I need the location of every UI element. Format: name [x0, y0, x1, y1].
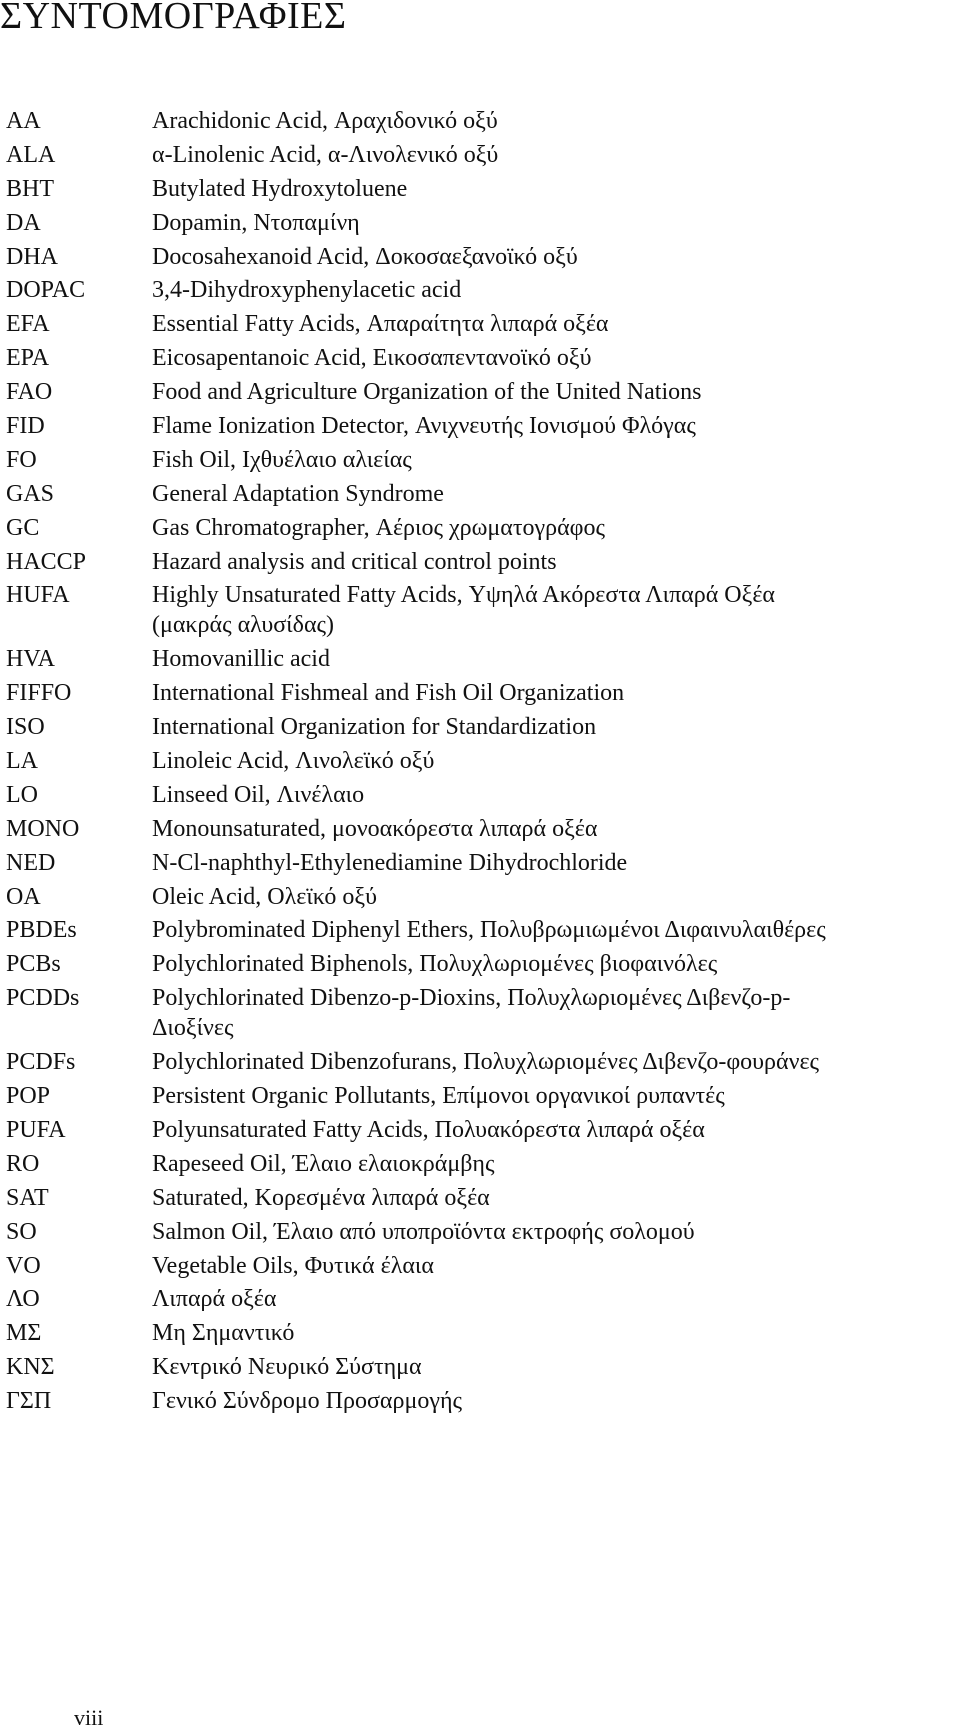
definition-text: α-Linolenic Acid, α-Λινολενικό οξύ	[152, 141, 499, 168]
abbreviation-code: ΛΟ	[6, 1286, 40, 1313]
abbreviation-code: LO	[6, 781, 38, 808]
abbreviation-definition	[152, 140, 960, 170]
abbreviation-code: SO	[6, 1218, 37, 1245]
abbreviation-code: PCBs	[6, 951, 61, 978]
abbreviation-row	[0, 580, 960, 640]
definition-text: Oleic Acid, Ολεϊκό οξύ	[152, 883, 377, 910]
abbreviation-definition	[152, 1284, 960, 1314]
abbreviation-row	[0, 1081, 960, 1111]
abbreviation-definition	[152, 983, 960, 1043]
abbreviation-code: ISO	[6, 714, 45, 741]
definition-text: Essential Fatty Acids, Απαραίτητα λιπαρά οξέα	[152, 311, 609, 338]
abbreviation-code: GAS	[6, 480, 55, 507]
abbreviation-row	[0, 1047, 960, 1077]
abbreviation-code: ΜΣ	[6, 1320, 42, 1347]
abbreviation-code: DHA	[6, 243, 58, 270]
abbreviation-row	[0, 949, 960, 979]
abbreviation-definition	[152, 1115, 960, 1145]
definition-text: Saturated, Κορεσμένα λιπαρά οξέα	[152, 1184, 490, 1211]
abbreviation-row	[0, 513, 960, 543]
abbreviation-definition	[152, 309, 960, 339]
abbreviation-row	[0, 1183, 960, 1213]
abbreviation-code: FIFFO	[6, 680, 72, 707]
abbreviation-definition	[152, 411, 960, 441]
definition-text: Κεντρικό Νευρικό Σύστημα	[152, 1354, 422, 1381]
abbreviation-row	[0, 1318, 960, 1348]
abbreviation-definition	[152, 445, 960, 475]
abbreviation-definition	[152, 915, 960, 945]
abbreviation-definition	[152, 242, 960, 272]
definition-text: Polychlorinated Biphenols, Πολυχλωριομένες βιοφαινόλες	[152, 951, 718, 978]
definition-text: International Organization for Standardization	[152, 714, 597, 741]
abbreviation-row	[0, 848, 960, 878]
definition-text: Γενικό Σύνδρομο Προσαρμογής	[152, 1388, 463, 1415]
abbreviation-row	[0, 275, 960, 305]
definition-text: Polychlorinated Dibenzo-p-Dioxins, Πολυχλωριομένες Διβενζο-p-	[152, 985, 791, 1012]
definition-text: Food and Agriculture Organization of the United Nations	[152, 379, 702, 406]
abbreviation-code: ΓΣΠ	[6, 1388, 52, 1415]
abbreviation-code: VO	[6, 1252, 41, 1279]
abbreviation-row	[0, 1251, 960, 1281]
abbreviation-code: OA	[6, 883, 41, 910]
definition-text: Highly Unsaturated Fatty Acids, Υψηλά Ακόρεστα Λιπαρά Οξέα	[152, 582, 775, 609]
abbreviation-code: EPA	[6, 345, 50, 372]
definition-continuation: (μακράς αλυσίδας)	[152, 612, 335, 639]
abbreviation-row	[0, 1149, 960, 1179]
definition-text: Flame Ionization Detector, Ανιχνευτής Ιονισμού Φλόγας	[152, 413, 696, 440]
abbreviation-code: POP	[6, 1083, 51, 1110]
definition-text: Homovanillic acid	[152, 646, 330, 673]
definition-text: Vegetable Oils, Φυτικά έλαια	[152, 1252, 434, 1279]
abbreviation-definition	[152, 513, 960, 543]
abbreviation-code: NED	[6, 849, 56, 876]
abbreviation-definition	[152, 1386, 960, 1416]
page-number: viii	[74, 1705, 104, 1730]
abbreviation-code: HUFA	[6, 582, 70, 609]
definition-text: Arachidonic Acid, Αραχιδονικό οξύ	[152, 108, 498, 134]
abbreviation-code: PUFA	[6, 1116, 66, 1143]
abbreviation-list	[0, 106, 960, 1420]
abbreviation-definition	[152, 1149, 960, 1179]
abbreviation-code: HACCP	[6, 548, 87, 575]
definition-text: Polybrominated Diphenyl Ethers, Πολυβρωμιωμένοι Διφαινυλαιθέρες	[152, 917, 826, 944]
abbreviation-definition	[152, 746, 960, 776]
definition-text: Λιπαρά οξέα	[152, 1286, 277, 1313]
definition-text: Eicosapentanoic Acid, Εικοσαπεντανοϊκό οξύ	[152, 345, 592, 372]
abbreviation-row	[0, 106, 960, 136]
abbreviation-row	[0, 746, 960, 776]
definition-text: Hazard analysis and critical control points	[152, 548, 557, 575]
abbreviation-definition	[152, 780, 960, 810]
abbreviation-code: AA	[6, 108, 41, 134]
abbreviation-row	[0, 343, 960, 373]
definition-text: 3,4-Dihydroxyphenylacetic acid	[152, 277, 462, 304]
abbreviation-definition	[152, 174, 960, 204]
abbreviation-row	[0, 915, 960, 945]
definition-text: International Fishmeal and Fish Oil Organization	[152, 680, 625, 707]
definition-text: Linseed Oil, Λινέλαιο	[152, 781, 365, 808]
abbreviation-row	[0, 1115, 960, 1145]
abbreviation-definition	[152, 343, 960, 373]
abbreviation-code: PCDDs	[6, 985, 80, 1012]
abbreviation-definition	[152, 1318, 960, 1348]
abbreviation-definition	[152, 644, 960, 674]
abbreviation-definition	[152, 678, 960, 708]
page-title: ΣΥΝΤΟΜΟΓΡΑΦΙΕΣ	[0, 0, 347, 37]
abbreviation-definition	[152, 580, 960, 640]
abbreviation-definition	[152, 479, 960, 509]
abbreviation-definition	[152, 1081, 960, 1111]
abbreviation-row	[0, 882, 960, 912]
definition-text: Gas Chromatographer, Αέριος χρωματογράφος	[152, 514, 606, 541]
abbreviation-code: FAO	[6, 379, 53, 406]
abbreviation-row	[0, 309, 960, 339]
abbreviation-definition	[152, 712, 960, 742]
abbreviation-code: GC	[6, 514, 40, 541]
definition-continuation: Διοξίνες	[152, 1015, 234, 1042]
abbreviation-row	[0, 174, 960, 204]
abbreviation-code: BHT	[6, 175, 54, 202]
abbreviation-row	[0, 678, 960, 708]
abbreviation-definition	[152, 1352, 960, 1382]
abbreviation-code: DOPAC	[6, 277, 86, 304]
abbreviation-code: ΚΝΣ	[6, 1354, 55, 1381]
definition-text: Docosahexanoid Acid, Δοκοσαεξανοϊκό οξύ	[152, 243, 578, 270]
abbreviation-row	[0, 377, 960, 407]
abbreviation-definition	[152, 814, 960, 844]
definition-text: Butylated Hydroxytoluene	[152, 175, 408, 202]
abbreviation-code: PCDFs	[6, 1049, 76, 1076]
abbreviation-definition	[152, 208, 960, 238]
abbreviation-code: RO	[6, 1150, 40, 1177]
abbreviation-code: SAT	[6, 1184, 49, 1211]
abbreviation-definition	[152, 1183, 960, 1213]
abbreviation-code: PBDEs	[6, 917, 77, 944]
abbreviation-row	[0, 814, 960, 844]
abbreviation-row	[0, 1352, 960, 1382]
abbreviation-row	[0, 411, 960, 441]
abbreviation-row	[0, 208, 960, 238]
abbreviation-row	[0, 983, 960, 1043]
abbreviation-row	[0, 242, 960, 272]
abbreviation-code: DA	[6, 209, 41, 236]
abbreviation-code: FO	[6, 446, 37, 473]
definition-text: N-Cl-naphthyl-Ethylenediamine Dihydrochloride	[152, 849, 628, 876]
abbreviation-row	[0, 547, 960, 577]
abbreviation-row	[0, 479, 960, 509]
abbreviation-code: ALA	[6, 141, 56, 168]
abbreviation-code: LA	[6, 748, 38, 775]
abbreviation-definition	[152, 547, 960, 577]
definition-text: Monounsaturated, μονοακόρεστα λιπαρά οξέα	[152, 815, 598, 842]
abbreviation-row	[0, 140, 960, 170]
abbreviation-definition	[152, 1251, 960, 1281]
abbreviation-definition	[152, 1047, 960, 1077]
definition-text: Polychlorinated Dibenzofurans, Πολυχλωριομένες Διβενζο-φουράνες	[152, 1049, 820, 1076]
abbreviation-row	[0, 712, 960, 742]
abbreviation-code: FID	[6, 413, 45, 440]
abbreviation-code: MONO	[6, 815, 80, 842]
definition-text: Dopamin, Ντοπαμίνη	[152, 209, 360, 236]
definition-text: Polyunsaturated Fatty Acids, Πολυακόρεστα λιπαρά οξέα	[152, 1116, 705, 1143]
abbreviation-row	[0, 1217, 960, 1247]
definition-text: Linoleic Acid, Λινολεϊκό οξύ	[152, 748, 435, 775]
abbreviation-definition	[152, 106, 960, 136]
definition-text: Fish Oil, Ιχθυέλαιο αλιείας	[152, 446, 412, 473]
abbreviation-definition	[152, 275, 960, 305]
abbreviation-definition	[152, 949, 960, 979]
definition-text: General Adaptation Syndrome	[152, 480, 444, 507]
definition-text: Rapeseed Oil, Έλαιο ελαιοκράμβης	[152, 1150, 495, 1177]
abbreviation-definition	[152, 848, 960, 878]
abbreviation-code: EFA	[6, 311, 50, 338]
abbreviation-row	[0, 780, 960, 810]
abbreviation-row	[0, 445, 960, 475]
abbreviation-row	[0, 644, 960, 674]
definition-text: Μη Σημαντικό	[152, 1320, 295, 1347]
abbreviation-code: HVA	[6, 646, 55, 673]
definition-text: Salmon Oil, Έλαιο από υποπροϊόντα εκτροφής σολομού	[152, 1218, 695, 1245]
abbreviation-row	[0, 1386, 960, 1416]
abbreviation-definition	[152, 882, 960, 912]
definition-text: Persistent Organic Pollutants, Επίμονοι οργανικοί ρυπαντές	[152, 1083, 725, 1110]
abbreviation-definition	[152, 1217, 960, 1247]
abbreviation-row	[0, 1284, 960, 1314]
abbreviation-definition	[152, 377, 960, 407]
